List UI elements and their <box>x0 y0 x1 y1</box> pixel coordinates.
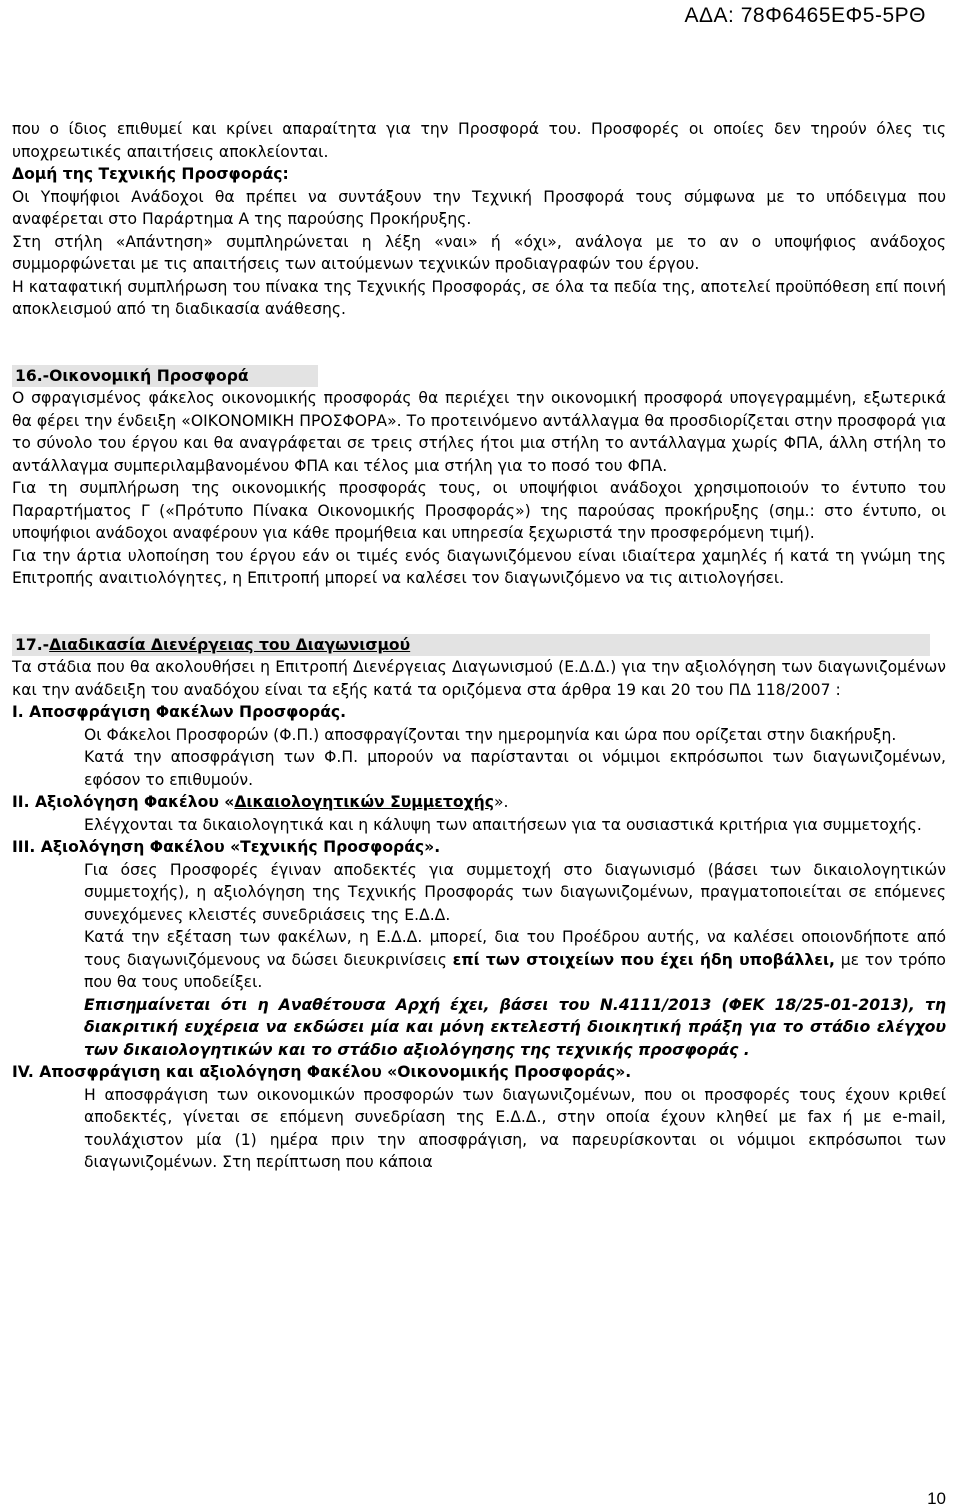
document-body <box>12 118 946 1174</box>
stage-2-paragraph-1: Ελέγχονται τα δικαιολογητικά και η κάλυψη των απαιτήσεων για τα ουσιαστικά κριτήρια για συμμετοχής. <box>84 815 922 834</box>
section-16-paragraph-3: Για την άρτια υλοποίηση του έργου εάν οι τιμές ενός διαγωνιζόμενου είναι ιδιαίτερα χαμηλές ή κατά τη γνώμη της Επιτροπής αναιτιολόγητες, η Επιτροπή μπορεί να καλέσει τον διαγωνιζόμενο να τις αιτιολογήσει. <box>12 546 946 587</box>
intro-paragraph-4: Η καταφατική συμπλήρωση του πίνακα της Τεχνικής Προσφοράς, σε όλα τα πεδία της, αποτελεί προϋπόθεση επί ποινή αποκλεισμού από τη διαδικασία ανάθεσης. <box>12 277 946 318</box>
stage-3-notice: Επισημαίνεται ότι η Αναθέτουσα Αρχή έχει, βάσει του Ν.4111/2013 (ΦΕΚ 18/25-01-2013), τη διακριτική ευχέρεια να εκδώσει μία και μόνη εκτελεστή διοικητική πράξη για το στάδιο ελέγχου των δικαιολογητικών και το στάδιο αξιολόγησης της τεχνικής προσφοράς . <box>84 995 946 1059</box>
stage-3-paragraph-1: Για όσες Προσφορές έγιναν αποδεκτές για συμμετοχή στο διαγωνισμό (βάσει των δικαιολογητικών συμμετοχής), η αξιολόγηση της Τεχνικής Προσφοράς των διαγωνιζομένων, πραγματοποιείται σε επόμενες συνεχόμενες κλειστές συνεδριάσεις της Ε.Δ.Δ. <box>84 860 946 924</box>
stage-2-title: II. Αξιολόγηση Φακέλου «Δικαιολογητικών Συμμετοχής». <box>12 793 509 811</box>
section-16-title: 16.-Οικονομική Προσφορά <box>12 365 318 388</box>
stage-4-paragraph-1: Η αποσφράγιση των οικονομικών προσφορών των διαγωνιζομένων, που οι προσφορές τους έχουν κριθεί αποδεκτές, γίνεται σε επόμενη συνεδρίαση της Ε.Δ.Δ., στην οποία έχουν κληθεί με fax ή με e-mail, τουλάχιστον μία (1) ημέρα πριν την αποσφράγιση, να παρευρίσκονται οι νόμιμοι εκπρόσωποι των διαγωνιζομένων. Στη περίπτωση που κάποια <box>84 1085 946 1171</box>
section-16-paragraph-1: Ο σφραγισμένος φάκελος οικονομικής προσφοράς θα περιέχει την οικονομική προσφορά υπογεγραμμένη, εξωτερικά θα φέρει την ένδειξη «ΟΙΚΟΝΟΜΙΚΗ ΠΡΟΣΦΟΡΑ». Το προτεινόμενο αντάλλαγμα θα προσδιορίζεται στην προσφορά για το σύνολο του έργου και θα αναγράφεται σε τρεις στήλες ήτοι μια στήλη το αντάλλαγμα χωρίς ΦΠΑ, άλλη στήλη το αντάλλαγμα συμπεριλαμβανομένου ΦΠΑ και τέλος μια στήλη για το ποσό του ΦΠΑ. <box>12 389 946 475</box>
intro-paragraph-2: Οι Υποψήφιοι Ανάδοχοι θα πρέπει να συντάξουν την Τεχνική Προσφορά τους σύμφωνα με το υπόδειγμα που αναφέρεται στο Παράρτημα Α της παρούσης Προκήρυξης. <box>12 187 946 228</box>
stage-3-paragraph-2: Κατά την εξέταση των φακέλων, η Ε.Δ.Δ. μπορεί, δια του Προέδρου αυτής, να καλέσει οποιονδήποτε από τους διαγωνιζόμενους να δώσει διευκρινίσεις επί των στοιχείων που έχει ήδη υποβάλλει, με τον τρόπο που θα τους υποδείξει. <box>84 928 946 991</box>
section-17-title: 17.-Διαδικασία Διενέργειας του Διαγωνισμού <box>12 634 930 657</box>
document-ada-code: ΑΔΑ: 78Φ6465ΕΦ5-5ΡΘ <box>684 4 926 27</box>
section-16-paragraph-2: Για τη συμπλήρωση της οικονομικής προσφοράς τους, οι υποψήφιοι ανάδοχοι χρησιμοποιούν το έντυπο του Παραρτήματος Γ («Πρότυπο Πίνακα Οικονομικής Προσφοράς») της παρούσας προκήρυξης (σημ.: στο έντυπο, οι υποψήφιοι ανάδοχοι αναφέρουν για κάθε προμήθεια και υπηρεσία ξεχωριστά την προσφερόμενη τιμή). <box>12 479 946 542</box>
page-number: 10 <box>927 1489 946 1508</box>
stage-4-title: IV. Αποσφράγιση και αξιολόγηση Φακέλου «Οικονομικής Προσφοράς». <box>12 1063 632 1081</box>
stage-1-paragraph-1: Οι Φάκελοι Προσφορών (Φ.Π.) αποσφραγίζονται την ημερομηνία και ώρα που ορίζεται στην διακήρυξη. <box>84 725 897 744</box>
stage-3-title: III. Αξιολόγηση Φακέλου «Τεχνικής Προσφοράς». <box>12 838 441 856</box>
stage-1-title: I. Αποσφράγιση Φακέλων Προσφοράς. <box>12 703 347 721</box>
section-17-intro: Τα στάδια που θα ακολουθήσει η Επιτροπή Διενέργειας Διαγωνισμού (Ε.Δ.Δ.) για την αξιολόγηση των διαγωνιζομένων και την ανάδειξη του αναδόχου είναι τα εξής κατά τα οριζόμενα στα άρθρα 19 και 20 του ΠΔ 118/2007 : <box>12 658 946 699</box>
stage-1-paragraph-2: Κατά την αποσφράγιση των Φ.Π. μπορούν να παρίστανται οι νόμιμοι εκπρόσωποι των διαγωνιζομένων, εφόσον το επιθυμούν. <box>84 748 946 789</box>
intro-paragraph-1: που ο ίδιος επιθυμεί και κρίνει απαραίτητα για την Προσφορά του. Προσφορές οι οποίες δεν τηρούν όλες τις υποχρεωτικές απαιτήσεις αποκλείονται. <box>12 120 946 161</box>
technical-offer-structure-heading: Δομή της Τεχνικής Προσφοράς: <box>12 165 289 183</box>
intro-paragraph-3: Στη στήλη «Απάντηση» συμπληρώνεται η λέξη «ναι» ή «όχι», ανάλογα με το αν ο υποψήφιος ανάδοχος συμμορφώνεται με τις απαιτήσεις των αιτούμενων τεχνικών προδιαγραφών του έργου. <box>12 232 946 273</box>
